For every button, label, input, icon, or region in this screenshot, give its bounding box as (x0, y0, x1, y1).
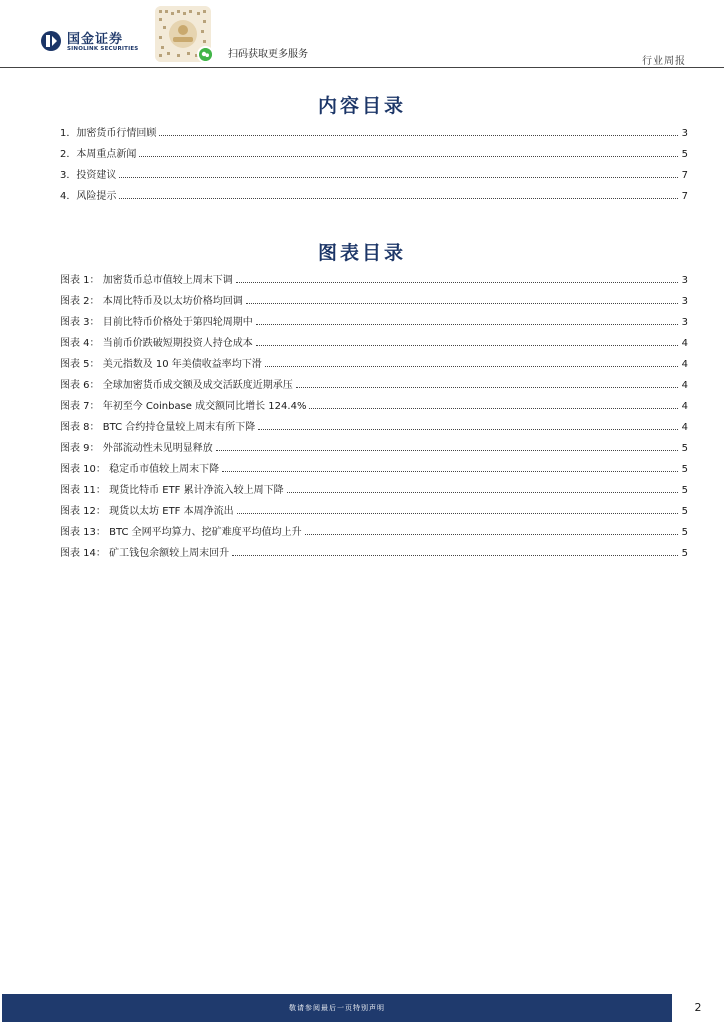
figure-entry-page: 3 (681, 296, 688, 307)
dot-leader (305, 534, 678, 535)
contents-entry-page: 7 (681, 191, 688, 202)
page-header (0, 0, 724, 70)
dot-leader (232, 555, 678, 556)
figure-entry-label: 图表 2： 本周比特币及以太坊价格均回调 (60, 296, 243, 307)
figure-entry-page: 3 (681, 317, 688, 328)
contents-list (60, 124, 688, 208)
contents-entry-page: 7 (681, 170, 688, 181)
figure-entry-label: 图表 7： 年初至今 Coinbase 成交额同比增长 124.4% (60, 401, 307, 412)
figure-entry-page: 5 (681, 527, 688, 538)
figure-entry-label: 图表 8： BTC 合约持仓量较上周末有所下降 (60, 422, 256, 433)
page-footer (2, 994, 722, 1022)
dot-leader (139, 156, 677, 157)
dot-leader (256, 345, 678, 346)
wechat-badge-icon (197, 46, 214, 63)
figure-entry[interactable] (60, 481, 688, 502)
report-type-label: 行业周报 (642, 56, 686, 67)
footer-bar (2, 994, 672, 1022)
dot-leader (296, 387, 678, 388)
company-logo (40, 28, 150, 58)
figure-entry-page: 3 (681, 275, 688, 286)
figure-entry-page: 5 (681, 443, 688, 454)
figure-entry[interactable] (60, 502, 688, 523)
logo-text-cn: 国金证券 (67, 32, 124, 47)
figure-entry[interactable] (60, 376, 688, 397)
figure-entry-label: 图表 10： 稳定币市值较上周末下降 (60, 464, 220, 475)
contents-entry[interactable] (60, 166, 688, 187)
figure-entry-page: 4 (681, 338, 688, 349)
figure-entry[interactable] (60, 355, 688, 376)
figure-entry-page: 4 (681, 380, 688, 391)
dot-leader (159, 135, 677, 136)
figure-entry-page: 5 (681, 506, 688, 517)
figure-entry-page: 4 (681, 359, 688, 370)
contents-entry-label: 4．风险提示 (60, 191, 117, 202)
header-divider (0, 67, 724, 68)
figure-entry-label: 图表 5： 美元指数及 10 年美债收益率均下滑 (60, 359, 262, 370)
contents-entry[interactable] (60, 187, 688, 208)
dot-leader (216, 450, 678, 451)
figure-entry[interactable] (60, 313, 688, 334)
dot-leader (237, 513, 678, 514)
figure-entry[interactable] (60, 397, 688, 418)
dot-leader (258, 429, 677, 430)
logo-text-en: SINOLINK SECURITIES (67, 46, 139, 52)
figure-entry-label: 图表 1： 加密货币总市值较上周末下调 (60, 275, 233, 286)
figure-entry[interactable] (60, 439, 688, 460)
figure-entry-page: 5 (681, 485, 688, 496)
dot-leader (287, 492, 678, 493)
figure-entry-label: 图表 3： 目前比特币价格处于第四轮周期中 (60, 317, 253, 328)
dot-leader (119, 198, 677, 199)
figure-entry-page: 5 (681, 548, 688, 559)
figure-entry[interactable] (60, 544, 688, 565)
logo-mark-icon (40, 30, 62, 52)
qr-caption: 扫码获取更多服务 (228, 49, 308, 60)
figure-entry[interactable] (60, 271, 688, 292)
contents-entry-label: 2．本周重点新闻 (60, 149, 137, 160)
contents-title: 内容目录 (317, 95, 406, 117)
dot-leader (119, 177, 677, 178)
contents-entry[interactable] (60, 145, 688, 166)
dot-leader (265, 366, 678, 367)
dot-leader (246, 303, 678, 304)
contents-entry[interactable] (60, 124, 688, 145)
dot-leader (309, 408, 677, 409)
dot-leader (236, 282, 678, 283)
figure-entry[interactable] (60, 292, 688, 313)
figure-entry-label: 图表 12： 现货以太坊 ETF 本周净流出 (60, 506, 234, 517)
figure-entry-label: 图表 6： 全球加密货币成交额及成交活跃度近期承压 (60, 380, 293, 391)
figure-entry-label: 图表 13： BTC 全网平均算力、挖矿难度平均值均上升 (60, 527, 302, 538)
figure-entry[interactable] (60, 334, 688, 355)
figure-entry[interactable] (60, 460, 688, 481)
figure-entry-page: 4 (681, 422, 688, 433)
figure-entry-page: 5 (681, 464, 688, 475)
figure-entry-label: 图表 4： 当前币价跌破短期投资人持仓成本 (60, 338, 253, 349)
footer-disclaimer: 敬请参阅最后一页特别声明 (289, 1004, 385, 1012)
figure-entry-page: 4 (681, 401, 688, 412)
contents-entry-label: 3．投资建议 (60, 170, 117, 181)
dot-leader (222, 471, 678, 472)
dot-leader (256, 324, 678, 325)
figure-entry[interactable] (60, 418, 688, 439)
figure-entry-label: 图表 14： 矿工钱包余额较上周末回升 (60, 548, 230, 559)
figures-list (60, 271, 688, 565)
figures-title: 图表目录 (317, 242, 406, 264)
contents-entry-page: 3 (681, 128, 688, 139)
contents-entry-page: 5 (681, 149, 688, 160)
figure-entry-label: 图表 9： 外部流动性未见明显释放 (60, 443, 213, 454)
contents-entry-label: 1．加密货币行情回顾 (60, 128, 157, 139)
figure-entry[interactable] (60, 523, 688, 544)
figure-entry-label: 图表 11： 现货比特币 ETF 累计净流入较上周下降 (60, 485, 284, 496)
page-number: 2 (694, 1001, 702, 1014)
